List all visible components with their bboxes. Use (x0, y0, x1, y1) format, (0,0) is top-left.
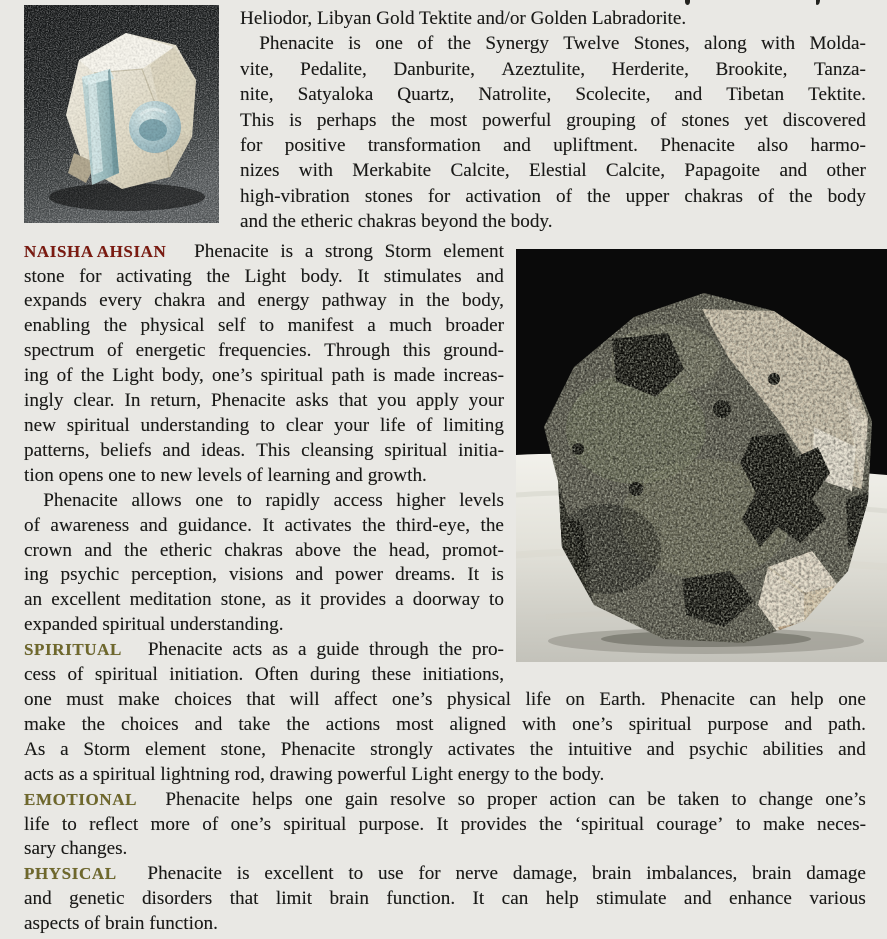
narrow-column (24, 240, 504, 688)
text-line: acts as a spiritual lightning rod, drawing powerful Light energy to the body. (24, 763, 605, 785)
text-line: stone for activating the Light body. It stimulates and (24, 265, 504, 287)
text-line: ing of the Light body, one’s spiritual path is made increas- (24, 365, 504, 387)
naisha-paragraph-2 (24, 489, 504, 638)
physical-headline: PHYSICAL Phenacite is excellent to use for nerve damage, brain imbalances, brain damage (24, 862, 866, 887)
text-line: and genetic disorders that limit brain function. It can help stimulate and enhance various (24, 888, 866, 910)
text-line: sary changes. (24, 838, 128, 860)
text-line: nizes with Merkabite Calcite, Elestial Calcite, Papagoite and other (240, 160, 866, 182)
text-line: tion opens one to new levels of learning and growth. (24, 464, 427, 486)
text-line: Phenacite allows one to rapidly access higher levels (24, 489, 504, 511)
text-line: spectrum of energetic frequencies. Through this ground- (24, 340, 504, 362)
spiritual-paragraph-narrow (24, 663, 504, 688)
spiritual-heading: SPIRITUAL (24, 640, 122, 660)
naisha-ahsian-headline: NAISHA AHSIAN Phenacite is a strong Storm element (24, 240, 504, 265)
physical-paragraph (24, 887, 866, 937)
text-line: nite, Satyaloka Quartz, Natrolite, Scolecite, and Tibetan Tektite. (240, 84, 866, 106)
spiritual-headline: SPIRITUAL Phenacite acts as a guide through the pro- (24, 638, 504, 663)
text-line: This is perhaps the most powerful grouping of stones yet discovered (240, 109, 866, 131)
text-line: new spiritual understanding to clear your life of limiting (24, 415, 504, 436)
text-line: life to reflect more of one’s spiritual purpose. It provides the ‘spiritual courage’ to make neces- (24, 813, 866, 835)
text-line: ingly clear. In return, Phenacite asks that you apply your (24, 390, 504, 412)
naisha-paragraph-1 (24, 265, 504, 489)
text-line: enabling the physical self to manifest a much broader (24, 315, 504, 337)
text-line: Heliodor, Libyan Gold Tektite and/or Golden Labradorite. (240, 8, 687, 29)
text-line: ing psychic perception, visions and power dreams. It is (24, 564, 504, 586)
text-line: aspects of brain function. (24, 913, 218, 935)
wide-column (24, 688, 866, 937)
spiritual-paragraph-wide (24, 688, 866, 788)
text-line: of awareness and guidance. It activates the third-eye, the (24, 514, 504, 536)
phenacite-matrix-illustration (516, 249, 887, 662)
text-line: one must make choices that will affect one’s physical life on Earth. Phenacite can help one (24, 688, 866, 710)
text-line: Phenacite is one of the Synergy Twelve Stones, along with Molda- (240, 33, 866, 55)
author-heading: NAISHA AHSIAN (24, 241, 167, 261)
photo-phenacite-matrix (516, 249, 887, 662)
text-line: patterns, beliefs and ideas. This cleansing spiritual initia- (24, 439, 504, 461)
photo-phenacite-cluster (24, 5, 219, 223)
text-line: expands every chakra and energy pathway in the body, (24, 290, 504, 312)
text-line: high-vibration stones for activation of the upper chakras of the body (240, 185, 866, 207)
text-line: vite, Pedalite, Danburite, Azeztulite, Herderite, Brookite, Tanza- (240, 58, 866, 80)
text-line: As a Storm element stone, Phenacite strongly activates the intuitive and psychic abilities and (24, 738, 866, 760)
text-line: for positive transformation and upliftment. Phenacite also harmo- (240, 135, 866, 157)
intro-paragraphs (240, 6, 866, 235)
physical-heading: PHYSICAL (24, 864, 117, 884)
clipped-text-fragment (240, 0, 866, 6)
emotional-headline: EMOTIONAL Phenacite helps one gain resolve so proper action can be taken to change one’s (24, 788, 866, 813)
text-line: cess of spiritual initiation. Often during these initiations, (24, 664, 504, 686)
text-line: expanded spiritual understanding. (24, 614, 284, 636)
text-line: crown and the etheric chakras above the head, promot- (24, 539, 504, 561)
text-line: and the etheric chakras beyond the body. (240, 211, 553, 233)
phenacite-cluster-illustration (24, 5, 219, 223)
text-line: an excellent meditation stone, as it provides a doorway to (24, 589, 504, 611)
text-line: make the choices and take the actions most aligned with one’s spiritual purpose and path. (24, 713, 866, 735)
emotional-heading: EMOTIONAL (24, 789, 138, 809)
emotional-paragraph (24, 813, 866, 863)
intro-section (240, 0, 866, 235)
